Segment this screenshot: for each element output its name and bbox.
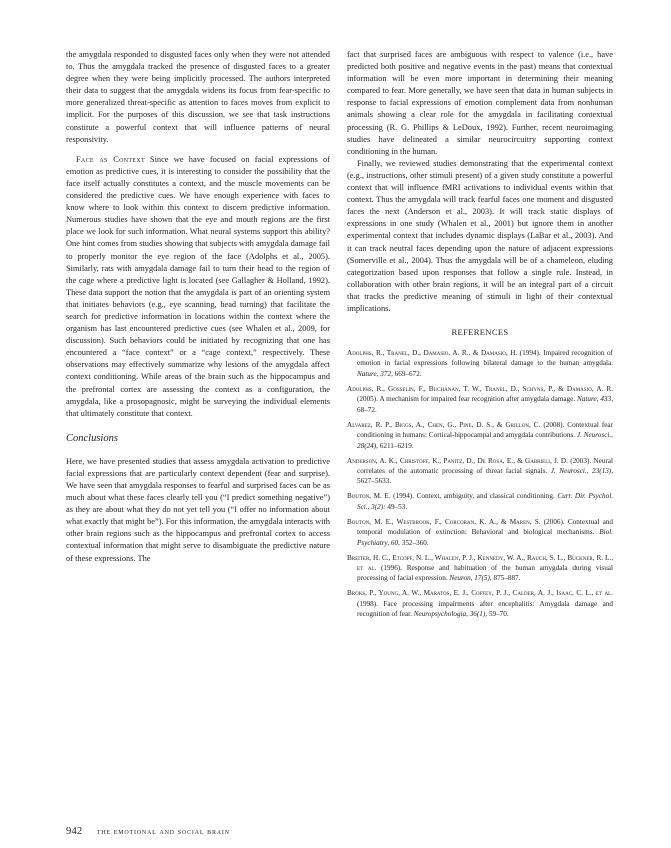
reference-entry: Adolphs, R., Gosselin, F., Buchanan, T. W., Tranel, D., Schyns, P., & Damasio, A. R. (2005). A mechanism for impaired fear recognition after amygdala damage. Nature, 433, 68–72. <box>347 384 613 414</box>
reference-entry: Bouton, M. E. (1994). Context, ambiguity, and classical conditioning. Curr. Dir. Psychol. Sci., 3(2): 49–53. <box>347 492 613 511</box>
section-heading-face-as-context: Face as Context <box>76 154 145 164</box>
body-paragraph: Finally, we reviewed studies demonstrating that the experimental context (e.g., instructions, other stimuli present) of a given study constitute a powerful context that will influence fMRI activations to individual events within that context. Thus the amygdala will track fearful faces one moment and disgusted faces the next (Anderson et al., 2003). It will track static displays of expressions in one study (Whalen et al., 2001) but ignore them in another experimental context that includes dynamic displays (LaBar et al., 2003). And it can track neutral faces depending upon the nature of adjacent expressions (Somerville et al., 2004). Thus the amygdala will be of a chameleon, eluding categorization based upon responses that follow a single rule. Instead, in collaboration with other brain regions, it will be an integral part of a circuit that tracks the predictive meaning of stimuli in light of their contextual implications. <box>347 158 613 313</box>
body-paragraph: the amygdala responded to disgusted faces only when they were not attended to. Thus the amygdala tracked the presence of disgusted faces to a greater degree when they were being implicitly processed. The authors interpreted their data to suggest that the amygdala widens its focus from fear-specific to more generalized threat-specific as attention to faces moves from explicit to implicit. For the purposes of this discussion, we see that task instructions constitute a powerful context that will influence patterns of neural responsivity. <box>66 50 330 144</box>
reference-entry: Broks, P., Young, A. W., Maratos, E. J., Coffey, P. J., Calder, A. J., Isaac, C. L., et al. (1998). Face processing impairments after encephalitis: Amygdala damage and recognition of fear. Neuropsychologia, 36(1), 59–70. <box>347 589 613 619</box>
page-footer <box>66 826 230 837</box>
left-column <box>66 49 330 565</box>
reference-entry: Alvarez, R. P., Biggs, A., Chen, G., Pine, D. S., & Grillon, C. (2008). Contextual fear conditioning in humans: Cortical-hippocampal and amygdala contributions. J. Neurosci., 28(24), 6211–6219. <box>347 420 613 450</box>
reference-entry: Bouton, M. E., Westbrook, F., Corcoran, K. A., & Maren, S. (2006). Contextual and temporal modulation of extinction: Behavioral and biological mechanisms. Biol. Psychiatry, 60, 352–360. <box>347 517 613 547</box>
body-paragraph: Face as Context Since we have focused on facial expressions of emotion as predictive cues, it is interesting to consider the possibility that the face itself actually constitutes a context, and the muscle movements can be considered the predictive cues. We have enough experience with faces to know where to look within this context to discern predictive information. Numerous studies have shown that the eye and mouth regions are the first place we look for such information. What neural systems support this ability? One hint comes from studies showing that subjects with amygdala damage fail to properly monitor the eye region of the face (Adolphs et al., 2005). Similarly, rats with amygdala damage fail to turn their head to the region of the cage where a predictive light is located (see Gallagher & Holland, 1992). These data support the notion that the amygdala is part of an orienting system that initiates behaviors (e.g., eye scanning, head turning) that facilitate the search for predictive information in locations within the context where the organism has last encountered predictive cues (see Whalen et al., 2009, for discussion). Such behaviors could be initiated by recognizing that one has encountered a “face context” or a “cage context,” respectively. These observations may effectively summarize why lesions of the amygdala affect context conditioning. While areas of the brain such as the hippocampus and the prefrontal cortex are assessing the context as a configuration, the amygdala, like a prosopagnosic, might be surveying the individual elements that ultimately constitute that context. <box>66 154 330 418</box>
reference-entry: Adolphs, R., Tranel, D., Damasio, A. R., & Damasio, H. (1994). Impaired recognition of emotion in facial expressions following bilateral damage to the human amygdala. Nature, 372, 669–672. <box>347 349 613 378</box>
references-heading: REFERENCES <box>451 327 509 338</box>
reference-entry: Breiter, H. C., Etcoff, N. L., Whalen, P. J., Kennedy, W. A., Rauch, S. L., Buckner, R. L., et al. (1996). Response and habituation of the human amygdala during visual processing of facial expression. Neuron, 17(5), 875–887. <box>347 553 613 583</box>
reference-list <box>347 348 613 620</box>
section-heading-conclusions: Conclusions <box>66 432 118 444</box>
reference-entry: Anderson, A. K., Christoff, K., Panitz, D., De Rosa, E., & Gabrieli, J. D. (2003). Neural correlates of the automatic processing of threat facial signals. J. Neurosci., 23(13), 5627–5633. <box>347 456 613 486</box>
running-head: the emotional and social brain <box>96 827 230 836</box>
body-paragraph: fact that surprised faces are ambiguous with respect to valence (i.e., have predicted both positive and negative events in the past) means that contextual information will be even more important in determining their meaning compared to fear. More generally, we have seen that data in human subjects in response to facial expressions of emotion complement data from nonhuman animals showing a clear role for the amygdala in facilitating contextual processing (R. G. Phillips & LeDoux, 1992). Further, recent neuroimaging studies have delineated a similar neurocircuitry supporting context conditioning in the human. <box>347 50 613 156</box>
right-column <box>347 49 613 624</box>
body-paragraph: Here, we have presented studies that assess amygdala activation to predictive facial expressions that are particularly context dependent (fear and surprise). We have seen that amygdala responses to fearful and surprised faces can be as much about what these faces clearly tell you (“I predict something negative”) as they are about what they do not yet tell you (“I offer no information about what exactly that might be”). For this information, the amygdala interacts with other brain regions such as the hippocampus and prefrontal cortex to access contextual information that might serve to disambiguate the predictive nature of these expressions. The <box>66 456 330 563</box>
page-number: 942 <box>66 826 83 837</box>
